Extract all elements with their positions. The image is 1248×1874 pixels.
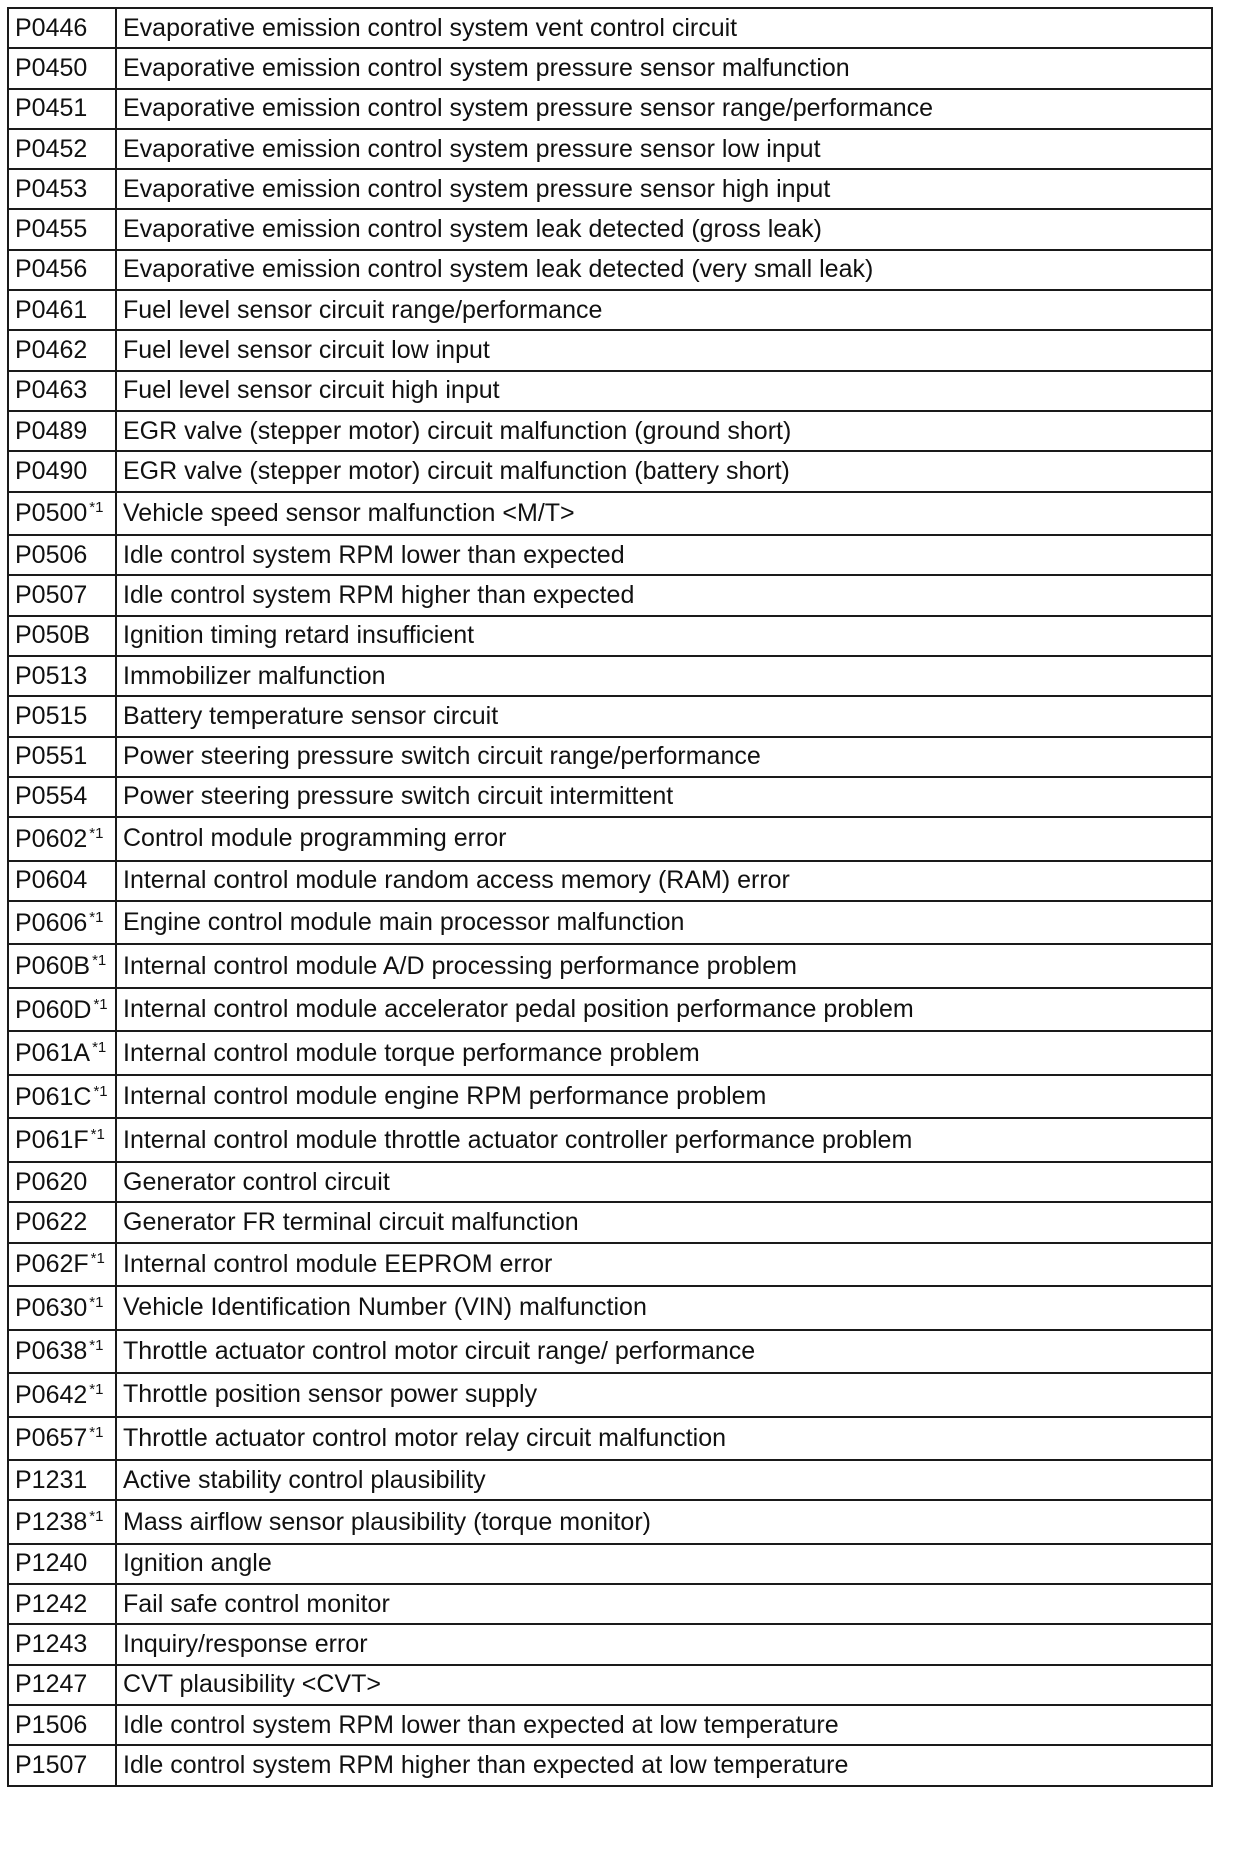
dtc-code: P0456 — [15, 255, 88, 284]
dtc-code-cell — [8, 616, 116, 656]
dtc-code: P1240 — [15, 1549, 88, 1578]
dtc-code: P0554 — [15, 782, 88, 811]
table-row — [8, 1243, 1212, 1287]
dtc-description: Internal control module A/D processing performance problem — [116, 944, 1212, 988]
dtc-description: Evaporative emission control system pressure sensor low input — [116, 129, 1212, 169]
dtc-code: P0551 — [15, 742, 88, 771]
dtc-code-cell — [8, 944, 116, 988]
dtc-code-cell — [8, 1500, 116, 1544]
table-row — [8, 1460, 1212, 1500]
dtc-description: Battery temperature sensor circuit — [116, 696, 1212, 736]
table-row — [8, 1705, 1212, 1745]
table-row — [8, 1544, 1212, 1584]
dtc-code-cell — [8, 8, 116, 48]
dtc-description: Fuel level sensor circuit low input — [116, 330, 1212, 370]
dtc-description: Evaporative emission control system pressure sensor malfunction — [116, 48, 1212, 88]
table-row — [8, 1624, 1212, 1664]
dtc-code-cell — [8, 535, 116, 575]
dtc-description: Internal control module throttle actuator controller performance problem — [116, 1118, 1212, 1162]
dtc-code: P0461 — [15, 295, 88, 324]
dtc-code-cell — [8, 89, 116, 129]
dtc-code-cell — [8, 451, 116, 491]
dtc-description: Fail safe control monitor — [116, 1584, 1212, 1624]
dtc-code: P0630 — [15, 1293, 88, 1322]
table-row — [8, 1075, 1212, 1119]
table-row — [8, 944, 1212, 988]
dtc-code: P0507 — [15, 581, 88, 609]
dtc-description: Generator FR terminal circuit malfunction — [116, 1202, 1212, 1242]
dtc-code-cell — [8, 209, 116, 249]
dtc-code: P0462 — [15, 336, 88, 365]
dtc-description: Internal control module random access memory (RAM) error — [116, 861, 1212, 901]
dtc-code: P1243 — [15, 1630, 88, 1659]
footnote-marker: *1 — [89, 908, 104, 926]
dtc-code-cell — [8, 575, 116, 615]
dtc-description: Engine control module main processor malfunction — [116, 901, 1212, 945]
dtc-code: P0606 — [15, 908, 88, 937]
dtc-code-cell — [8, 1202, 116, 1242]
dtc-description: Inquiry/response error — [116, 1624, 1212, 1664]
dtc-code: P0500 — [15, 499, 88, 528]
dtc-code-cell — [8, 411, 116, 451]
dtc-description: Power steering pressure switch circuit intermittent — [116, 777, 1212, 817]
footnote-marker: *1 — [92, 1039, 107, 1057]
dtc-code: P1231 — [15, 1465, 88, 1494]
table-row — [8, 616, 1212, 656]
dtc-code: P061F — [15, 1126, 89, 1155]
table-row — [8, 656, 1212, 696]
dtc-code-cell — [8, 48, 116, 88]
dtc-code: P0453 — [15, 174, 88, 203]
dtc-description: Idle control system RPM higher than expected at low temperature — [116, 1745, 1212, 1785]
table-row — [8, 1373, 1212, 1417]
footnote-marker: *1 — [90, 1126, 105, 1144]
dtc-description: Vehicle Identification Number (VIN) malfunction — [116, 1286, 1212, 1330]
table-row — [8, 988, 1212, 1032]
dtc-description: Internal control module EEPROM error — [116, 1243, 1212, 1287]
table-row — [8, 209, 1212, 249]
dtc-description: Ignition timing retard insufficient — [116, 616, 1212, 656]
table-row — [8, 1500, 1212, 1544]
dtc-description: Evaporative emission control system leak detected (gross leak) — [116, 209, 1212, 249]
dtc-code-cell — [8, 1075, 116, 1119]
dtc-code-cell — [8, 492, 116, 536]
dtc-description: Internal control module torque performance problem — [116, 1031, 1212, 1075]
dtc-code: P061C — [15, 1082, 92, 1111]
footnote-marker: *1 — [89, 1380, 104, 1398]
table-row — [8, 250, 1212, 290]
dtc-code-cell — [8, 1118, 116, 1162]
dtc-description: Ignition angle — [116, 1544, 1212, 1584]
dtc-description: Throttle position sensor power supply — [116, 1373, 1212, 1417]
table-row — [8, 575, 1212, 615]
dtc-code: P0602 — [15, 824, 88, 853]
dtc-code: P0450 — [15, 53, 88, 82]
dtc-description: Idle control system RPM higher than expected — [116, 575, 1212, 615]
dtc-code-cell — [8, 250, 116, 290]
dtc-description: Evaporative emission control system vent control circuit — [116, 8, 1212, 48]
footnote-marker: *1 — [90, 1250, 105, 1268]
dtc-code: P0446 — [15, 13, 88, 42]
table-row — [8, 451, 1212, 491]
dtc-description: Evaporative emission control system leak detected (very small leak) — [116, 250, 1212, 290]
table-row — [8, 8, 1212, 48]
dtc-code-cell — [8, 696, 116, 736]
dtc-code-cell — [8, 1286, 116, 1330]
dtc-code-cell — [8, 169, 116, 209]
dtc-description: Internal control module accelerator pedal position performance problem — [116, 988, 1212, 1032]
dtc-table — [7, 7, 1213, 1787]
dtc-code-cell — [8, 737, 116, 777]
dtc-code-cell — [8, 1330, 116, 1374]
table-row — [8, 1417, 1212, 1461]
dtc-code: P0490 — [15, 456, 88, 485]
table-row — [8, 89, 1212, 129]
table-row — [8, 901, 1212, 945]
dtc-description: Idle control system RPM lower than expected at low temperature — [116, 1705, 1212, 1745]
table-row — [8, 817, 1212, 861]
dtc-code-cell — [8, 1584, 116, 1624]
dtc-code-cell — [8, 129, 116, 169]
dtc-code: P0642 — [15, 1380, 88, 1409]
table-row — [8, 535, 1212, 575]
footnote-marker: *1 — [89, 1293, 104, 1311]
dtc-code-cell — [8, 777, 116, 817]
footnote-marker: *1 — [89, 1337, 104, 1355]
dtc-code-cell — [8, 1460, 116, 1500]
dtc-code-cell — [8, 656, 116, 696]
dtc-code-cell — [8, 1417, 116, 1461]
dtc-description: Evaporative emission control system pressure sensor high input — [116, 169, 1212, 209]
dtc-description: Evaporative emission control system pressure sensor range/performance — [116, 89, 1212, 129]
dtc-code: P0463 — [15, 376, 88, 405]
footnote-marker: *1 — [89, 824, 104, 842]
dtc-code: P0506 — [15, 540, 88, 569]
dtc-code: P0515 — [15, 701, 88, 730]
table-row — [8, 169, 1212, 209]
dtc-description: Power steering pressure switch circuit range/performance — [116, 737, 1212, 777]
dtc-description: Fuel level sensor circuit high input — [116, 371, 1212, 411]
dtc-description: Throttle actuator control motor circuit range/ performance — [116, 1330, 1212, 1374]
table-row — [8, 330, 1212, 370]
dtc-description: Immobilizer malfunction — [116, 656, 1212, 696]
table-row — [8, 411, 1212, 451]
dtc-code-cell — [8, 371, 116, 411]
dtc-code-cell — [8, 988, 116, 1032]
dtc-code-cell — [8, 1665, 116, 1705]
footnote-marker: *1 — [93, 995, 108, 1013]
dtc-code: P060B — [15, 952, 91, 981]
dtc-description: Internal control module engine RPM performance problem — [116, 1075, 1212, 1119]
table-row — [8, 290, 1212, 330]
dtc-code: P1238 — [15, 1508, 88, 1537]
dtc-description: Vehicle speed sensor malfunction <M/T> — [116, 492, 1212, 536]
dtc-code-cell — [8, 901, 116, 945]
dtc-code-cell — [8, 1745, 116, 1785]
dtc-code: P050B — [15, 621, 91, 650]
footnote-marker: *1 — [93, 1082, 108, 1100]
dtc-description: Throttle actuator control motor relay circuit malfunction — [116, 1417, 1212, 1461]
dtc-description: CVT plausibility <CVT> — [116, 1665, 1212, 1705]
table-row — [8, 129, 1212, 169]
dtc-code-cell — [8, 1624, 116, 1664]
dtc-code: P0513 — [15, 661, 88, 690]
footnote-marker: *1 — [89, 499, 104, 517]
table-row — [8, 492, 1212, 536]
table-row — [8, 737, 1212, 777]
dtc-code: P1506 — [15, 1710, 88, 1739]
dtc-code: P0452 — [15, 134, 88, 163]
dtc-code-cell — [8, 1544, 116, 1584]
table-row — [8, 1665, 1212, 1705]
dtc-code-cell — [8, 290, 116, 330]
table-row — [8, 696, 1212, 736]
dtc-code-cell — [8, 1243, 116, 1287]
dtc-code: P1507 — [15, 1750, 88, 1779]
dtc-code-cell — [8, 1162, 116, 1202]
dtc-table-body — [8, 8, 1212, 1786]
footnote-marker: *1 — [89, 1508, 104, 1526]
table-row — [8, 1202, 1212, 1242]
dtc-description: Idle control system RPM lower than expected — [116, 535, 1212, 575]
table-row — [8, 1745, 1212, 1785]
dtc-code: P0622 — [15, 1207, 88, 1236]
dtc-code: P0489 — [15, 416, 88, 445]
dtc-code-cell — [8, 817, 116, 861]
dtc-code: P060D — [15, 995, 92, 1024]
dtc-description: Control module programming error — [116, 817, 1212, 861]
dtc-description: EGR valve (stepper motor) circuit malfunction (battery short) — [116, 451, 1212, 491]
dtc-code: P0455 — [15, 215, 88, 244]
dtc-description: EGR valve (stepper motor) circuit malfunction (ground short) — [116, 411, 1212, 451]
table-row — [8, 777, 1212, 817]
footnote-marker: *1 — [92, 952, 107, 970]
dtc-description: Mass airflow sensor plausibility (torque monitor) — [116, 1500, 1212, 1544]
footnote-marker: *1 — [89, 1424, 104, 1442]
dtc-code-cell — [8, 1373, 116, 1417]
dtc-code-cell — [8, 861, 116, 901]
dtc-code: P0620 — [15, 1167, 88, 1196]
table-row — [8, 371, 1212, 411]
dtc-code: P0657 — [15, 1424, 88, 1453]
dtc-code: P061A — [15, 1039, 91, 1068]
dtc-code-cell — [8, 330, 116, 370]
dtc-code: P062F — [15, 1250, 89, 1279]
table-row — [8, 1118, 1212, 1162]
table-row — [8, 861, 1212, 901]
dtc-code: P1247 — [15, 1670, 88, 1699]
dtc-description: Generator control circuit — [116, 1162, 1212, 1202]
dtc-table-sheet — [7, 7, 1213, 1787]
dtc-code-cell — [8, 1031, 116, 1075]
dtc-description: Active stability control plausibility — [116, 1460, 1212, 1500]
dtc-code: P0604 — [15, 866, 88, 895]
table-row — [8, 1330, 1212, 1374]
table-row — [8, 1162, 1212, 1202]
dtc-code-cell — [8, 1705, 116, 1745]
dtc-code: P0451 — [15, 94, 88, 123]
dtc-code: P1242 — [15, 1589, 88, 1618]
table-row — [8, 48, 1212, 88]
table-row — [8, 1286, 1212, 1330]
dtc-description: Fuel level sensor circuit range/performance — [116, 290, 1212, 330]
dtc-code: P0638 — [15, 1337, 88, 1366]
table-row — [8, 1584, 1212, 1624]
table-row — [8, 1031, 1212, 1075]
